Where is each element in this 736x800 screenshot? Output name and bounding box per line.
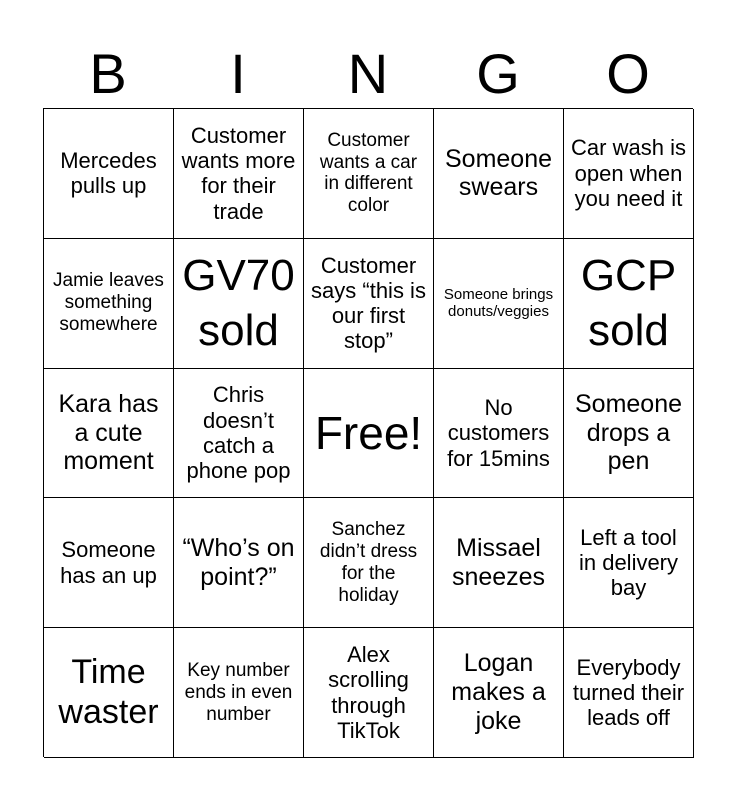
cell-text: Jamie leaves something somewhere <box>53 270 164 336</box>
bingo-cell[interactable] <box>44 369 174 499</box>
header-letter-b: B <box>89 42 127 105</box>
cell-text: Chris doesn’t catch a phone pop <box>186 382 291 484</box>
cell-text: Someone drops a pen <box>574 389 683 476</box>
cell-text: Mercedes pulls up <box>60 148 157 199</box>
cell-text: Kara has a cute moment <box>58 389 159 476</box>
bingo-cell[interactable] <box>434 239 564 369</box>
header-letter-g: G <box>476 42 520 105</box>
cell-text: Missael sneezes <box>451 534 546 591</box>
cell-text: No customers for 15mins <box>447 395 550 471</box>
bingo-cell[interactable] <box>304 239 434 369</box>
cell-text: GCP sold <box>580 251 677 356</box>
cell-text: Alex scrolling through TikTok <box>328 641 409 743</box>
bingo-cell[interactable] <box>434 498 564 628</box>
cell-text: Free! <box>314 406 423 459</box>
bingo-header <box>43 40 693 108</box>
cell-text: “Who’s on point?” <box>182 534 295 591</box>
cell-text: Customer wants more for their trade <box>181 122 296 224</box>
bingo-cell[interactable] <box>174 239 304 369</box>
bingo-cell[interactable] <box>564 239 694 369</box>
cell-text: Someone swears <box>444 144 553 202</box>
header-letter-n: N <box>347 42 389 105</box>
cell-text: Someone brings donuts/veggies <box>443 285 554 321</box>
header-letter-o: O <box>606 42 650 105</box>
bingo-cell[interactable] <box>304 498 434 628</box>
free-space[interactable] <box>304 369 434 499</box>
bingo-cell[interactable] <box>304 109 434 239</box>
cell-text: Someone has an up <box>60 537 157 588</box>
bingo-cell[interactable] <box>564 498 694 628</box>
bingo-cell[interactable] <box>44 239 174 369</box>
bingo-cell[interactable] <box>434 369 564 499</box>
bingo-cell[interactable] <box>44 498 174 628</box>
cell-text: GV70 sold <box>182 251 295 356</box>
cell-text: Everybody turned their leads off <box>572 654 685 731</box>
bingo-cell[interactable] <box>434 109 564 239</box>
bingo-cell[interactable] <box>564 109 694 239</box>
bingo-grid <box>43 108 693 757</box>
bingo-cell[interactable] <box>174 109 304 239</box>
bingo-cell[interactable] <box>564 628 694 758</box>
cell-text: Logan makes a joke <box>451 649 546 735</box>
cell-text: Customer says “this is our first stop” <box>311 252 426 354</box>
cell-text: Key number ends in even number <box>184 659 293 725</box>
header-letter-i: I <box>230 42 246 105</box>
bingo-cell[interactable] <box>174 498 304 628</box>
cell-text: Customer wants a car in different color <box>319 129 418 217</box>
cell-text: Car wash is open when you need it <box>571 135 686 212</box>
bingo-cell[interactable] <box>564 369 694 499</box>
cell-text: Sanchez didn’t dress for the holiday <box>319 519 418 606</box>
bingo-cell[interactable] <box>174 369 304 499</box>
bingo-cell[interactable] <box>434 628 564 758</box>
bingo-cell[interactable] <box>44 628 174 758</box>
bingo-cell[interactable] <box>44 109 174 239</box>
bingo-cell[interactable] <box>174 628 304 758</box>
cell-text: Time waster <box>58 653 159 731</box>
bingo-cell[interactable] <box>304 628 434 758</box>
cell-text: Left a tool in delivery bay <box>578 524 679 601</box>
